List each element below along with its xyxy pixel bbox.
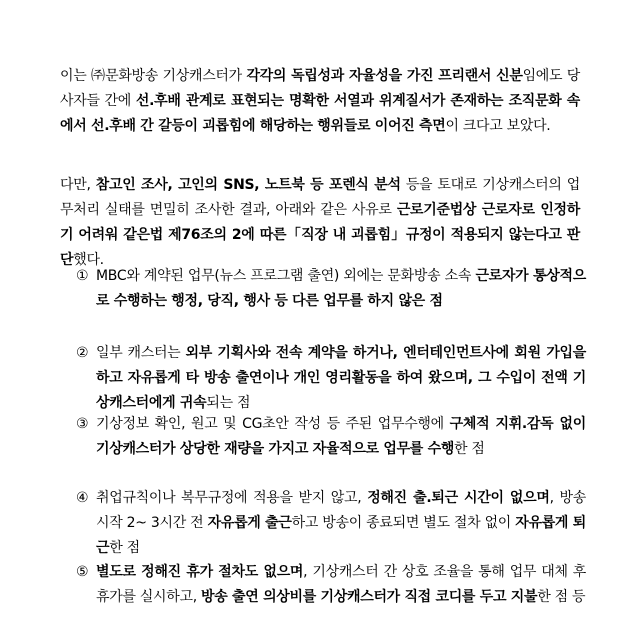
- text: 되는 점: [206, 395, 251, 411]
- item-number: ②: [76, 345, 89, 361]
- bold-text: 근로자가 통상적으로 수행하는 행정, 당직, 행사 등 다른 업무를 하지 않은 점: [96, 268, 586, 309]
- paragraph-conclusion: [60, 173, 580, 273]
- item-number: ③: [76, 416, 89, 432]
- item-text: [76, 264, 586, 314]
- bold-text: 방송 출연 의상비를 기상캐스터가 직접 코디를 두고 지불: [201, 589, 538, 605]
- text: 기상정보 확인, 원고 및 CG초안 작성 등 주된 업무수행에: [96, 416, 450, 432]
- list-item: [76, 486, 586, 561]
- item-number: ④: [76, 490, 89, 506]
- bold-text: 구체적 지휘.감독 없이 기상캐스터가 상당한 재량을 가지고 자율적으로 업무를 수행: [96, 416, 587, 457]
- text: 다만,: [60, 177, 96, 193]
- bold-text: 자유롭게 출근: [207, 515, 292, 531]
- text: 등을 토대로 기상캐스터의 업무처리 실태를 면밀히 조사한 결과, 아래와 같은 사유로: [60, 177, 580, 218]
- item-text: [76, 486, 586, 561]
- bold-text: 선.후배 관계로 표현되는 명확한 서열과 위계질서가 존재하는 조직문화 속에서 선.후배 간 갈등이 괴롭힘에 해당하는 행위들로 이어진 측면: [60, 93, 580, 134]
- text: 취업규칙이나 복무규정에 적용을 받지 않고,: [96, 490, 368, 506]
- item-text: [76, 341, 586, 416]
- text: MBC와 계약된 업무(뉴스 프로그램 출연) 외에는 문화방송 소속: [96, 268, 476, 284]
- text: 했다.: [73, 252, 104, 268]
- bold-text: 참고인 조사, 고인의 SNS, 노트북 등 포렌식 분석: [95, 177, 401, 193]
- text: 이는 ㈜문화방송 기상캐스터가: [60, 68, 247, 84]
- text: 한 점 등: [537, 589, 586, 605]
- item-number: ⑤: [76, 564, 89, 580]
- item-number: ①: [76, 268, 89, 284]
- text: 하고 방송이 종료되면 별도 절차 없이: [291, 515, 516, 531]
- bold-text: 별도로 정해진 휴가 절차도 없으며: [96, 564, 304, 580]
- item-text: [76, 412, 586, 462]
- item-text: [76, 560, 586, 610]
- text: , 기상캐스터 간 상호 조율을 통해 업무 대체 후 휴가를 실시하고,: [96, 564, 586, 605]
- list-item: [76, 341, 586, 416]
- bold-text: 정해진 출.퇴근 시간이 없으며: [367, 490, 550, 506]
- text: 이 크다고 보았다.: [445, 118, 551, 134]
- list-item: [76, 412, 586, 462]
- text: 한 점: [109, 540, 140, 556]
- text: , 방송 시작 2~ 3시간 전: [96, 490, 586, 531]
- list-item: [76, 264, 586, 314]
- bold-text: 각각의 독립성과 자율성을 가진 프리랜서 신분: [246, 68, 523, 84]
- list-item: [76, 560, 586, 610]
- bold-text: 자유롭게 퇴근: [96, 515, 587, 556]
- bold-text: 외부 기획사와 전속 계약을 하거나, 엔터테인먼트사에 회원 가입을 하고 자유롭게 타 방송 출연이나 개인 영리활동을 하여 왔으며, 그 수입이 전액 기상캐스터에게 귀속: [96, 345, 586, 411]
- text: 일부 캐스터는: [96, 345, 186, 361]
- paragraph-intro: [60, 64, 580, 139]
- bold-text: 근로기준법상 근로자로 인정하기 어려워 같은법 제76조의 2에 따른「직장 내 괴롭힘」규정이 적용되지 않는다고 판단: [60, 202, 581, 268]
- text: 한 점: [454, 441, 485, 457]
- text: 임에도 당사자들 간에: [60, 68, 581, 109]
